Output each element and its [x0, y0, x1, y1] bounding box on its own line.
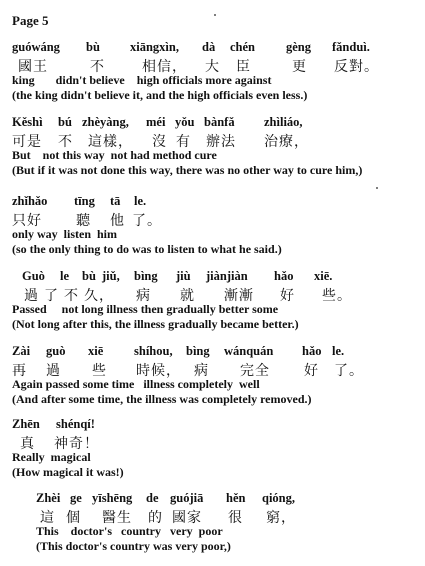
chinese-word: 他 — [110, 213, 125, 229]
chinese-line — [12, 210, 417, 227]
pinyin-word: jiǔ, — [102, 269, 120, 283]
chinese-word: 久， — [84, 288, 114, 304]
chinese-word: 國王 — [18, 59, 48, 75]
chinese-word: 不 — [90, 59, 105, 75]
chinese-word: 些。 — [322, 288, 352, 304]
chinese-word: 時候， — [136, 363, 181, 379]
english-gloss: But not this way not had method cure — [12, 148, 217, 162]
chinese-line — [12, 285, 417, 302]
scan-speck — [214, 14, 216, 16]
pinyin-word: Guò — [22, 269, 45, 283]
chinese-word: 完全 — [240, 363, 270, 379]
english-gloss: Really magical — [12, 450, 91, 464]
chinese-word: 聽 — [76, 213, 91, 229]
chinese-word: 治療， — [264, 134, 309, 150]
chinese-word: 個 — [66, 510, 81, 526]
pinyin-word: xiē. — [314, 269, 333, 283]
english-gloss: only way listen him — [12, 227, 118, 241]
sentence-block-5 — [12, 344, 417, 407]
pinyin-word: bù — [86, 40, 100, 54]
english-translation: (And after some time, the illness was completely removed.) — [12, 392, 312, 406]
pinyin-word: guójiā — [170, 491, 204, 505]
pinyin-line — [12, 417, 417, 433]
pinyin-word: shénqí! — [56, 417, 95, 431]
chinese-word: 的 — [148, 510, 163, 526]
chinese-word: 不 — [58, 134, 73, 150]
chinese-word: 了。 — [334, 363, 364, 379]
chinese-word: 了 — [44, 288, 59, 304]
pinyin-word: wánquán — [224, 344, 274, 358]
pinyin-word: jiù — [176, 269, 191, 283]
chinese-word: 反對。 — [334, 59, 379, 75]
english-translation: (Not long after this, the illness gradually became better.) — [12, 317, 299, 331]
pinyin-word: bìng — [186, 344, 210, 358]
english-translation: (This doctor's country was very poor,) — [36, 539, 231, 553]
pinyin-word: shíhou, — [134, 344, 173, 358]
pinyin-word: hǎo — [274, 269, 294, 283]
chinese-word: 漸漸 — [224, 288, 254, 304]
chinese-word: 再 — [12, 363, 27, 379]
english-gloss: Again passed some time illness completely well — [12, 377, 260, 391]
chinese-word: 國家 — [172, 510, 202, 526]
pinyin-line — [12, 115, 417, 131]
chinese-word: 就 — [180, 288, 195, 304]
pinyin-word: bù — [82, 269, 96, 283]
pinyin-line — [12, 269, 417, 285]
chinese-line — [36, 507, 417, 524]
pinyin-word: jiànjiàn — [206, 269, 248, 283]
chinese-word: 相信， — [142, 59, 187, 75]
pinyin-word: ge — [70, 491, 82, 505]
chinese-word: 有 — [176, 134, 191, 150]
chinese-line — [12, 360, 417, 377]
chinese-line — [12, 131, 417, 148]
chinese-word: 大 — [205, 59, 220, 75]
chinese-word: 過 — [24, 288, 39, 304]
pinyin-word: tā — [110, 194, 121, 208]
pinyin-word: guówáng — [12, 40, 60, 54]
pinyin-word: xiāngxìn, — [130, 40, 179, 54]
chinese-word: 了。 — [132, 213, 162, 229]
chinese-word: 些 — [92, 363, 107, 379]
english-gloss: This doctor's country very poor — [36, 524, 223, 538]
chinese-word: 臣 — [236, 59, 251, 75]
pinyin-word: le — [60, 269, 70, 283]
pinyin-word: Kěshì — [12, 115, 43, 129]
pinyin-word: guò — [46, 344, 66, 358]
sentence-block-7 — [36, 491, 417, 554]
chinese-word: 這 — [40, 510, 55, 526]
pinyin-word: fǎnduì. — [332, 40, 370, 54]
english-translation: (the king didn't believe it, and the high officials even less.) — [12, 88, 308, 102]
english-translation: (so the only thing to do was to listen to what he said.) — [12, 242, 282, 256]
sentence-block-6 — [12, 417, 417, 480]
chinese-line — [12, 56, 417, 73]
chinese-word: 好 — [280, 288, 295, 304]
english-gloss: Passed not long illness then gradually better some — [12, 302, 279, 316]
scan-speck — [376, 187, 378, 189]
chinese-word: 過 — [46, 363, 61, 379]
pinyin-word: de — [146, 491, 159, 505]
chinese-word: 不 — [64, 288, 79, 304]
english-gloss: king didn't believe high officials more against — [12, 73, 272, 87]
chinese-line — [12, 433, 417, 450]
sentence-block-4 — [12, 269, 417, 332]
pinyin-word: zhèyàng, — [82, 115, 129, 129]
pinyin-word: bú — [58, 115, 72, 129]
english-translation: (How magical it was!) — [12, 465, 124, 479]
pinyin-word: hěn — [226, 491, 246, 505]
chinese-word: 沒 — [152, 134, 167, 150]
chinese-word: 窮， — [266, 510, 296, 526]
sentence-block-2 — [12, 115, 417, 178]
pinyin-line — [36, 491, 417, 507]
pinyin-word: bìng — [134, 269, 158, 283]
pinyin-word: bànfǎ — [204, 115, 235, 129]
chinese-word: 很 — [228, 510, 243, 526]
chinese-word: 更 — [292, 59, 307, 75]
pinyin-word: le. — [332, 344, 345, 358]
chinese-word: 真 — [20, 436, 35, 452]
page-number: Page 5 — [12, 13, 49, 28]
pinyin-word: yīshēng — [92, 491, 133, 505]
chinese-word: 辦法 — [206, 134, 236, 150]
sentence-block-1 — [12, 40, 417, 103]
pinyin-word: dà — [202, 40, 216, 54]
pinyin-word: gèng — [286, 40, 311, 54]
chinese-word: 病 — [136, 288, 151, 304]
pinyin-line — [12, 40, 417, 56]
pinyin-word: xiē — [88, 344, 104, 358]
pinyin-line — [12, 194, 417, 210]
pinyin-word: qióng, — [262, 491, 296, 505]
english-translation: (But if it was not done this way, there was no other way to cure him,) — [12, 163, 363, 177]
pinyin-word: Zhèi — [36, 491, 61, 505]
chinese-word: 可是 — [12, 134, 42, 150]
pinyin-word: Zhēn — [12, 417, 40, 431]
pinyin-word: zhìliáo, — [264, 115, 303, 129]
pinyin-word: tīng — [74, 194, 95, 208]
pinyin-word: chén — [230, 40, 255, 54]
chinese-word: 神奇！ — [54, 436, 99, 452]
chinese-word: 這樣， — [88, 134, 133, 150]
pinyin-line — [12, 344, 417, 360]
pinyin-word: Zài — [12, 344, 31, 358]
sentence-block-3 — [12, 194, 417, 257]
chinese-word: 好 — [304, 363, 319, 379]
pinyin-word: hǎo — [302, 344, 322, 358]
chinese-word: 只好 — [12, 213, 42, 229]
chinese-word: 醫生 — [102, 510, 132, 526]
pinyin-word: le. — [134, 194, 147, 208]
pinyin-word: yǒu — [175, 115, 195, 129]
pinyin-word: méi — [146, 115, 166, 129]
pinyin-word: zhǐhǎo — [12, 194, 48, 208]
chinese-word: 病 — [194, 363, 209, 379]
